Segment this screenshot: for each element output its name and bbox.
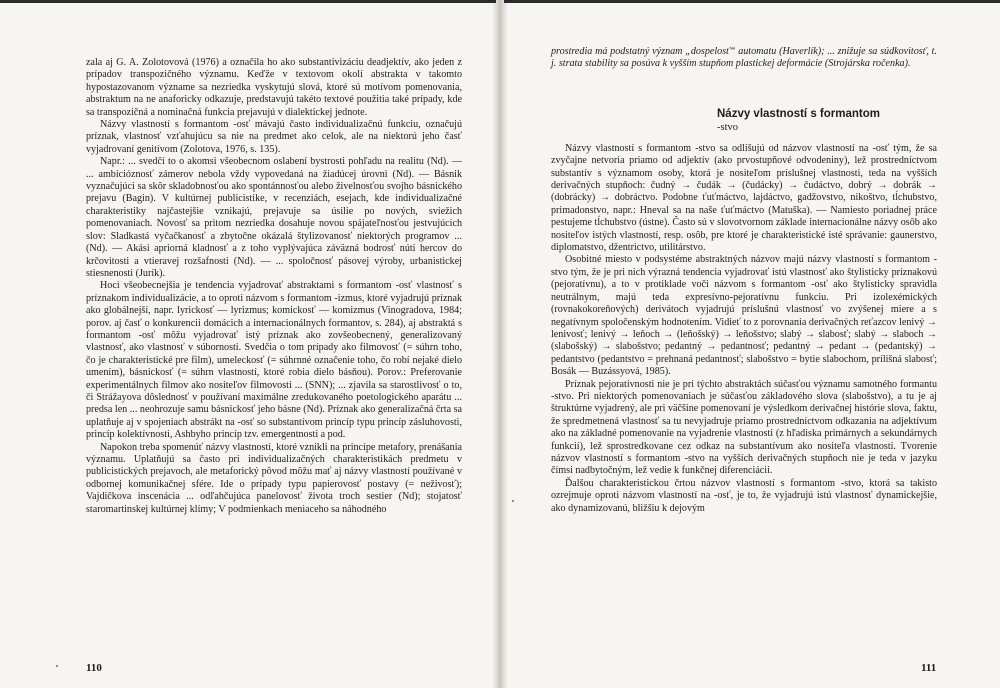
top-edge-shadow (0, 0, 496, 3)
paragraph: Osobitné miesto v podsystéme abstraktných názvov majú názvy vlastností s formantom -stvo tým, že je pri nich výrazná tendencia vyjadrovať istú vlastnosť ako štylisticky príznakovú (pejoratívnu), a to v protiklade voči názvom s formantom -osť ako štylisticky spravidla neutrálnym, majú teda expresívno-pejoratívnu funkciu. Pri izolexémických (rovnakokoreňových) derivátoch vyjadrujú príslušnú vlastnosť vo zvýšenej miere a s negatívnym spoločenským hodnotením. Vidieť to z porovnania derivačných reťazcov lenivý → lenivosť; lenivý → leňoch → (leňošský) → leňošstvo; slabý → slabosť; slabý → slaboch → (slabošský) → slabošstvo; pedantný → pedantnosť; pedantný → pedant → (pedantský) → pedantstvo (pedantstvo = prehnaná pedantnosť; slabošstvo = bytie slabochom, prílišná slabosť; Bosák — Buzássyová, 1985). (551, 254, 937, 378)
paragraph: zala aj G. A. Zolotovová (1976) a označila ho ako substantivizáciu deadjektív, ako jeden z prípadov transpozičného významu. Keďže v textovom okolí abstrakta v takomto hypostazovanom význame sa nezriedka vyskytujú slová, ktoré sú motívom pomenovania, abstraktum na ne anaforicky odkazuje, predstavujú takéto textové použitia také prípady, kde sa transpozičná a nominačná funkcia prejavujú v dialektickej jednote. (86, 57, 462, 118)
paragraph: prostredia má podstatný význam „dospelosť“ automatu (Haverlík); ... znižuje sa súdkovitosť, t. j. strata stability sa posúva k vyšším stupňom plastickej deformácie (Strojárska ročenka). (551, 46, 937, 70)
paragraph: Názvy vlastností s formantom -osť mávajú často individualizačnú funkciu, označujú príznak, vlastnosť vzťahujúcu sa nie na predmet ako celok, ale na niektorú jeho časť vyjadrovaní genitívom (Zolotova, 1976, s. 135). (86, 119, 462, 155)
scan-speck (56, 665, 58, 667)
book-gutter (492, 0, 508, 688)
paragraph: Príznak pejoratívnosti nie je pri týchto abstraktách súčasťou významu samotného formantu -stvo. Pri niektorých pomenovaniach je súčasťou základového slova (slabošstvo), a tu je aj štruktúrne vyjadrený, ale pri väčšine pomenovaní je výsledkom derivačnej histórie slova, faktu, že spredmetnená vlastnosť sa tu nevyjadruje priamo prostredníctvom odkazania na adjektívum ako na základné pomenovanie na vyjadrenie vlastnosti (z hľadiska primárnych a sekundárnych funkcií), lež sprostredkovane cez odkaz na substantívum ako nositeľa vlastnosti. Tvorenie názvov vlastností s formantom -stvo na vyšších derivačných stupňoch nie je teda v jazyku čímsi nadbytočným, lež vedie k funkčnej diferenciácii. (551, 378, 937, 477)
page-number: 110 (86, 662, 102, 674)
paragraph: Ďalšou charakteristickou črtou názvov vlastností s formantom -stvo, ktorá sa takisto ozrejmuje oproti názvom vlastností na -osť, je to, že vyjadrujú istú vlastnosť dynamickejšie, ako dynamizovanú, bližšiu k dejovým (551, 477, 937, 514)
top-edge-shadow (504, 0, 1000, 3)
page-number: 111 (921, 662, 937, 674)
right-page-text (551, 46, 937, 515)
left-page (0, 0, 496, 688)
scan-speck (512, 500, 514, 502)
section-subtitle: -stvo (717, 121, 738, 133)
section-title: Názvy vlastností s formantom (717, 107, 880, 120)
section-heading (551, 107, 937, 135)
paragraph: Napokon treba spomenúť názvy vlastností, ktoré vznikli na princípe metafory, prenášania významu. Uplatňujú sa často pri individualizačných charakteristikách predmetu v publicistických prejavoch, ale metaforický pôvod môžu mať aj názvy vlastností používané v odbornej komunikačnej sfére. Ide o prípady typu papierovosť postavy (= neživosť); Vajdičkova inscenácia ... odľahčujúca panelovosť života troch sestier (Nd); stojatosť staromartinskej kultúrnej klímy; V podmienkach meniaceho sa náhodného (86, 441, 462, 515)
right-page (504, 0, 1000, 688)
paragraph: Názvy vlastností s formantom -stvo sa odlišujú od názvov vlastností na -osť tým, že sa zvyčajne netvoria priamo od adjektív (ako prvostupňové odvodeniny), lež prostredníctvom substantív s významom osoby, ktorá je nositeľom príslušnej vlastnosti, teda na vyšších derivačných stupňoch: čudný → čudák → (čudácky) → čudáctvo, dobrý → dobrák → (dobrácky) → dobráctvo. Podobne ťuťmáctvo, lajdáctvo, gadžovstvo, nikoštvo, tĺchubstvo, primadonstvo, napr.: Hneval sa na naše ťuťmáctvo (Matuška). — Namiesto poriadnej práce pestujeme tĺchubstvo (ústne). Často sú v slovotvornom základe internacionálne názvy osôb ako nositeľov istých vlastností, resp. osôb, pre ktoré je charakteristické isté správanie: gaunerstvo, diplomatstvo, džentrictvo, utilitárstvo. (551, 142, 937, 254)
paragraph: Napr.: ... svedčí to o akomsi všeobecnom oslabení bystrosti pohľadu na realitu (Nd). — ... ambicióznosť zámerov nebola vždy vypovedaná na žiadúcej úrovni (Nd). — Básnik vyznačujúci sa skôr skladobnosťou ako spontánnosťou alebo živelnosťou svojho básnického prejavu (Bagin). V kultúrnej publicistike, v recenziách, esejach, kde individualizačné charakteristiky najčastejšie vznikajú, prejavuje sa úsilie po nových, sviežich pomenovaniach. Novosť sa pritom nezriedka dosahuje novou spájateľnosťou jestvujúcich slov: Sladkastá vyčačkanosť a zbytočne okázalá štylizovanosť niektorých programov ... (Nd). — Akási apriorná kladnosť a z toho vyplývajúca záväzná bodrosť nútí hercov do krčovitosti a vtieravej rozšafnosti (Nd). — ... spoločnosť pásovej výroby, urbanistickej stiesnenosti (Jurík). (86, 156, 462, 279)
paragraph: Hoci všeobecnejšia je tendencia vyjadrovať abstraktami s formantom -osť vlastnosť s príznakom individualizácie, a to oproti názvom s formantom -izmus, ktoré vyjadrujú príznak ako globálnejší, napr. lyrickosť — lyrizmus; komickosť — komizmus (Vinogradova, 1984; porov. aj časť o konkurencii domácich a internacionálnych formantov, s. 284), aj abstraktá s formantom -osť môžu vyjadrovať istý príznak ako zovšeobecnený, generalizovaný vlastnosť, ako vlastnosť v súbornosti. Svedčia o tom prípady ako filmovosť (= súhrn toho, čo je charakteristické pre film), umeleckosť (= súhrnné označenie toho, čo robí nejaké dielo umením), básnickosť (= súhrn vlastností, ktoré robia dielo básňou). Porov.: Preferovanie experimentálnych filmov ako nositeľov filmovosti ... (SNN); ... zjavila sa starostlivosť o to, či Strážayova dôslednosť v používaní maximálne zredukovaného poetologického aparátu ... predsa len ... neohrozuje samu básnickosť jeho básne (Nd). Príznak ako generalizačná črta sa uplatňuje aj v spojeniach abstrákt na -osť so substantívom princíp typu princíp zásluhovosti, princíp kolektívnosti, Ashbyho princíp tzv. emergentnosti a pod. (86, 280, 462, 441)
left-page-text (86, 57, 462, 516)
